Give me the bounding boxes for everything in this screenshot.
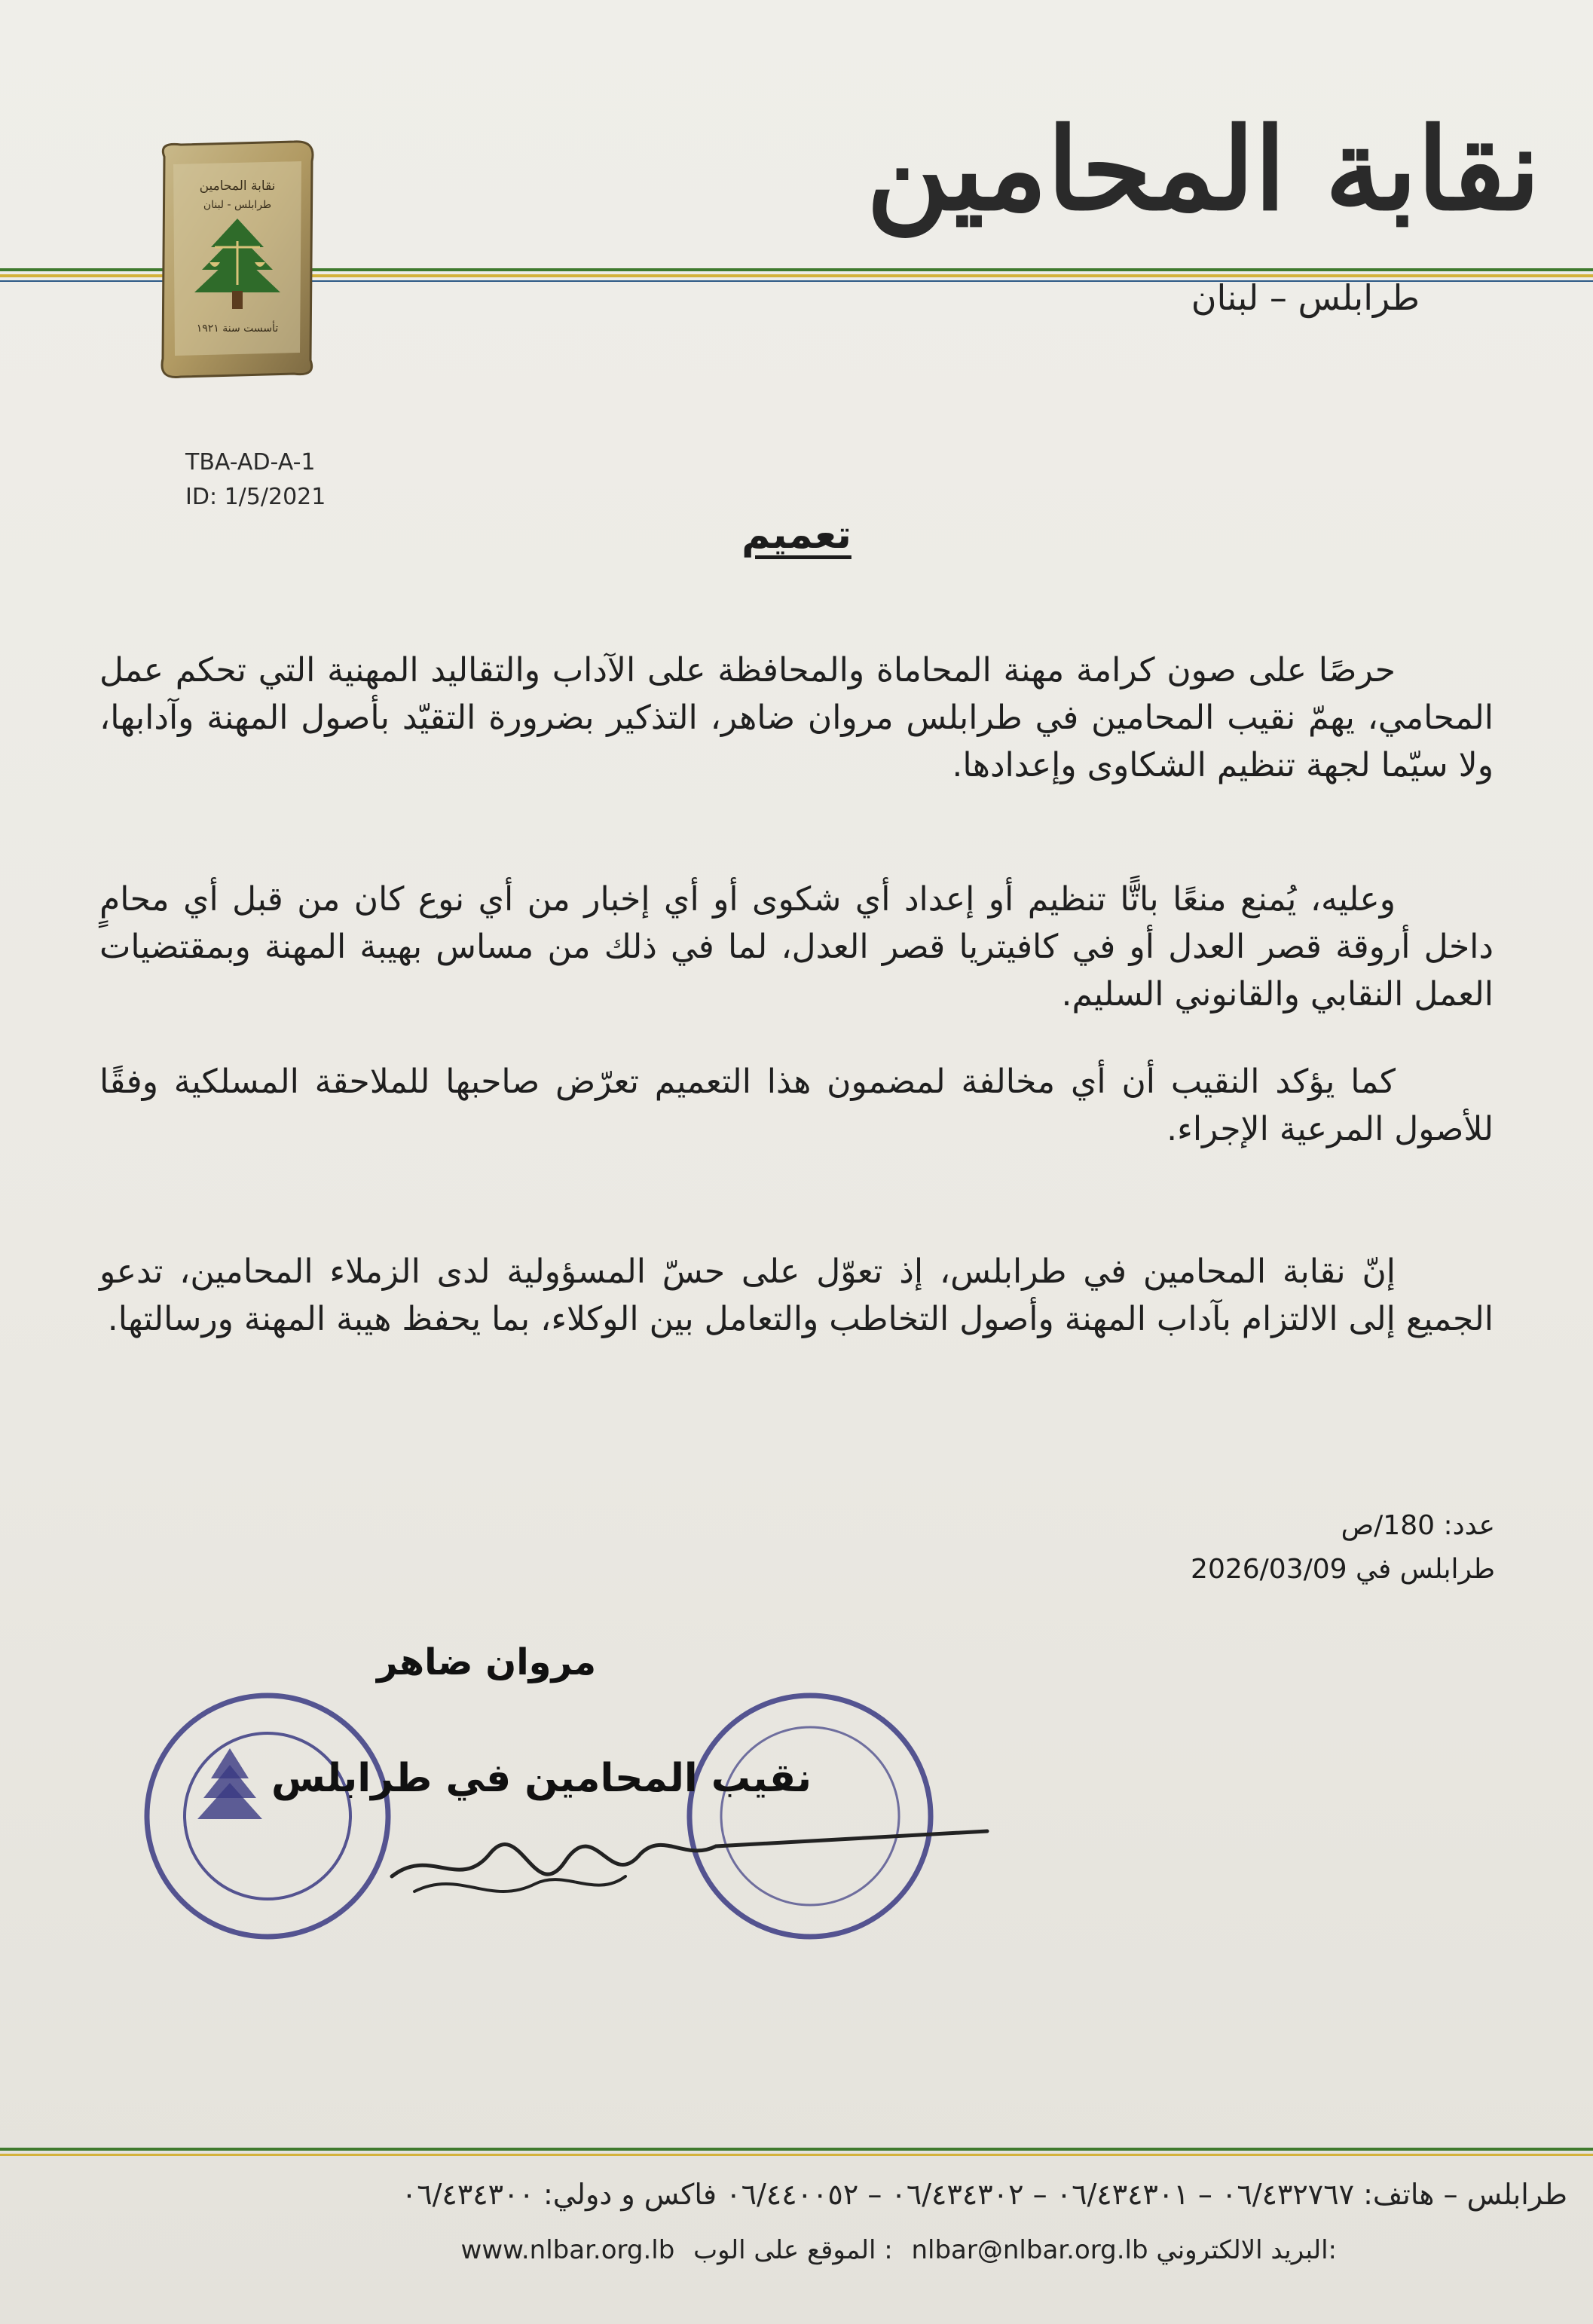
document-number: عدد: 180/ص	[1341, 1510, 1495, 1541]
footer-website-label: الموقع على الوب :	[693, 2235, 893, 2265]
paragraph-3	[99, 1058, 1494, 1153]
letterhead-title: نقابة المحامين	[866, 103, 1540, 236]
paragraph-1	[99, 647, 1494, 789]
paragraph-text: حرصًا على صون كرامة مهنة المحاماة والمحافظة على الآداب والتقاليد المهنية التي تحكم عمل المحامي، يهمّ نقيب المحامين في طرابلس مروان ضاهر، التذكير بضرورة التقيّد بأصول المهنة وآدابها، ولا سيّما لجهة تنظيم الشكاوى وإعدادها.	[99, 651, 1494, 784]
signer-title: نقيب المحامين في طرابلس	[271, 1756, 812, 1801]
reference-id: ID: 1/5/2021	[185, 484, 326, 510]
footer-rule-green	[0, 2148, 1593, 2151]
bar-association-logo	[151, 134, 324, 383]
footer-phone-numbers: طرابلس – هاتف: ٠٦/٤٣٢٧٦٧ – ٠٦/٤٣٤٣٠١ – ٠٦/٤٣٤٣٠٢ – ٠٦/٤٤٠٠٥٢ فاكس و دولي: ٠٦/٤٣٤٣٠٠	[401, 2178, 1567, 2211]
signer-name: مروان ضاهر	[377, 1641, 597, 1683]
paragraph-4	[99, 1248, 1494, 1343]
document-date: طرابلس في 2026/03/09	[1191, 1554, 1495, 1585]
paragraph-text: كما يؤكد النقيب أن أي مخالفة لمضمون هذا التعميم تعرّض صاحبها للملاحقة المسلكية وفقًا للأصول المرعية الإجراء.	[99, 1063, 1494, 1148]
right-stamp	[689, 1696, 931, 1937]
svg-text:طرابلس - لبنان: طرابلس - لبنان	[203, 199, 272, 211]
logo-icon	[151, 134, 324, 383]
footer-website[interactable]: www.nlbar.org.lb	[460, 2235, 675, 2265]
reference-code: TBA-AD-A-1	[185, 449, 316, 476]
footer-rule-gold	[0, 2154, 1593, 2156]
svg-text:تأسست سنة ١٩٢١: تأسست سنة ١٩٢١	[196, 323, 279, 335]
paragraph-text: وعليه، يُمنع منعًا باتًّا تنظيم أو إعداد أي شكوى أو أي إخبار من أي نوع كان من قبل أي محامٍ داخل أروقة قصر العدل أو في كافيتريا قصر العدل، لما في ذلك من مساس بهيبة المهنة وبمقتضيات العمل النقابي والقانوني السليم.	[99, 880, 1494, 1014]
paragraph-2	[99, 876, 1494, 1018]
paragraph-text: إنّ نقابة المحامين في طرابلس، إذ تعوّل على حسّ المسؤولية لدى الزملاء المحامين، تدعو الجميع إلى الالتزام بآداب المهنة وأصول التخاطب والتعامل بين الوكلاء، بما يحفظ هيبة المهنة ورسالتها.	[99, 1252, 1494, 1338]
svg-text:نقابة المحامين: نقابة المحامين	[199, 179, 276, 194]
footer-contact	[461, 2235, 1337, 2265]
left-stamp	[147, 1696, 388, 1937]
footer-email-label: البريد الالكتروني:	[1156, 2235, 1337, 2265]
document-title: تعميم	[741, 512, 852, 558]
letterhead-subtitle: طرابلس – لبنان	[1191, 277, 1420, 318]
footer-email[interactable]: nlbar@nlbar.org.lb	[911, 2235, 1148, 2265]
